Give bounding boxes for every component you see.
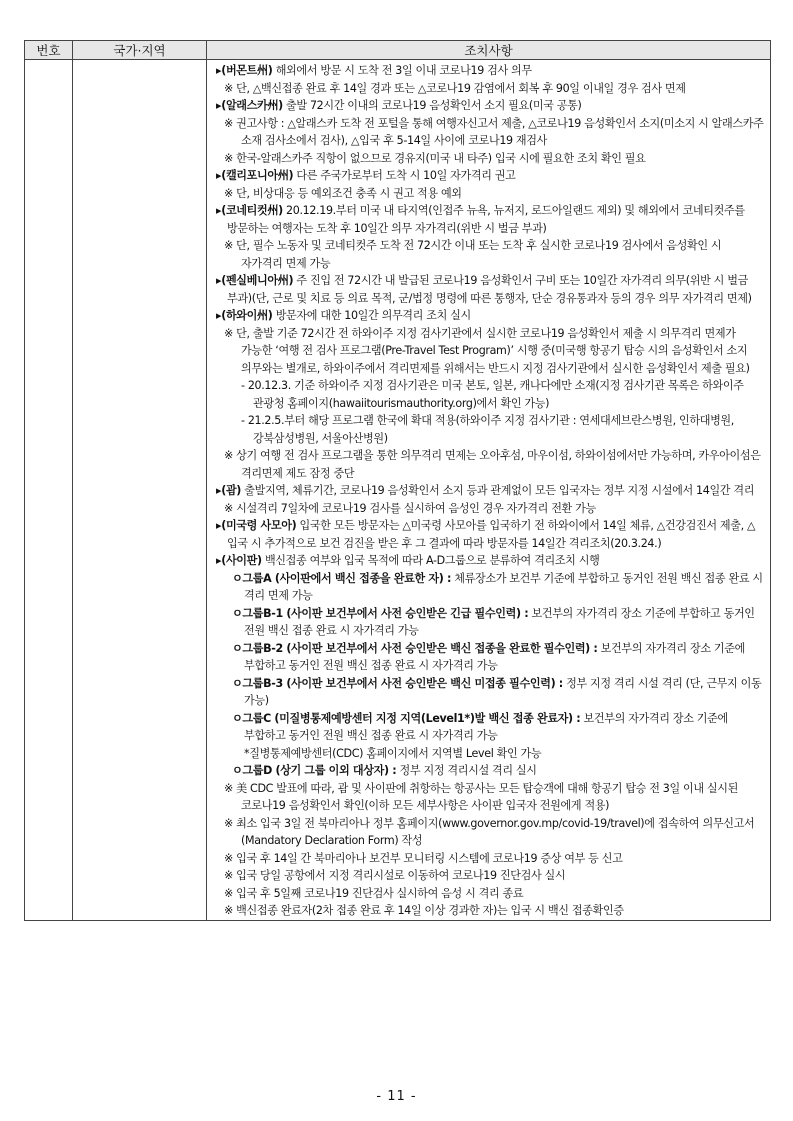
measure-paragraph [216, 447, 764, 482]
measure-text: ※ 입국 후 5일째 코로나19 진단검사 실시하여 음성 시 격리 종료 [224, 886, 524, 900]
measures-content [207, 60, 770, 920]
measure-paragraph [216, 570, 764, 605]
measure-text: ※ 상기 여행 전 검사 프로그램을 통한 의무격리 면제는 오아후섬, 마우이섬, 하와이섬에서만 가능하며, 카우아이섬은 격리면제 제도 잠정 중단 [224, 449, 761, 480]
measure-paragraph [216, 272, 764, 307]
measure-text: ※ 단, 필수 노동자 및 코네티컷주 도착 전 72시간 이내 또는 도착 후 실시한 코로나19 검사에서 음성확인 시 자가격리 면제 가능 [224, 239, 722, 270]
measure-text: ※ 단, △백신접종 완료 후 14일 경과 또는 △코로나19 감염에서 회복 후 90일 이내일 경우 검사 면제 [224, 81, 686, 95]
header-measures: 조치사항 [207, 41, 771, 60]
measure-heading: ▸(하와이州) [216, 309, 273, 322]
measure-text: 보건부의 자가격리 장소 기준에 부합하고 동거인 전원 백신 접종 완료 시 자가격리 가능 [244, 606, 755, 637]
measure-text: ※ 입국 당일 공항에서 지정 격리시설로 이동하여 코로나19 진단검사 실시 [224, 869, 566, 882]
measure-paragraph [216, 517, 764, 552]
measure-heading: ㅇ그룹C (미질병통제예방센터 지정 지역(Level1*)발 백신 접종 완료자) : [232, 711, 581, 725]
measure-paragraph [216, 885, 764, 903]
measure-text: ※ 입국 후 14일 간 북마리아나 보건부 모니터링 시스템에 코로나19 증상 여부 등 신고 [224, 851, 623, 865]
measure-heading: ㅇ그룹B-1 (사이판 보건부에서 사전 승인받은 긴급 필수인력) : [232, 606, 529, 620]
measure-heading: ㅇ그룹B-3 (사이판 보건부에서 사전 승인받은 백신 미접종 필수인력) : [232, 676, 563, 690]
measure-paragraph [216, 500, 764, 518]
measure-paragraph [216, 377, 764, 412]
measure-paragraph [216, 640, 764, 675]
measure-paragraph [216, 307, 764, 325]
measure-text: - 20.12.3. 기준 하와이주 지정 검사기관은 미국 본토, 일본, 캐나다에만 소재(지정 검사기관 목록은 하와이주 관광청 홈페이지(hawaiitourismauthority.org)에서 확인 가능) [241, 379, 744, 410]
measure-paragraph [216, 552, 764, 570]
measure-text: - 21.2.5.부터 해당 프로그램 한국에 확대 적용(하와이주 지정 검사기관 : 연세대세브란스병원, 인하대병원, 강북삼성병원, 서울아산병원) [241, 414, 734, 445]
measure-text: ※ 권고사항 : △알래스카 도착 전 포털을 통해 여행자신고서 제출, △코로나19 음성확인서 소지(미소지 시 알래스카주 소재 검사소에서 검사), △입국 후 5-14일 사이에 코로나19 재검사 [224, 116, 764, 147]
measure-paragraph [216, 762, 764, 780]
measure-text: 20.12.19.부터 미국 내 타지역(인접주 뉴욕, 뉴저지, 로드아일랜드 제외) 및 해외에서 코네티컷주를 방문하는 여행자는 도착 후 10일간 의무 자가격리(위반 시 벌금 부과) [227, 204, 745, 235]
measure-paragraph [216, 850, 764, 868]
measure-heading: ㅇ그룹B-2 (사이판 보건부에서 사전 승인받은 백신 접종을 완료한 필수인력) : [232, 641, 598, 655]
measure-text: ※ 美 CDC 발표에 따라, 괌 및 사이판에 취항하는 항공사는 모든 탑승객에 대해 항공기 탑승 전 3일 이내 실시된 코로나19 음성확인서 확인(이하 모든 세부사항은 사이판 입국자 전원에게 적용) [224, 781, 739, 812]
measure-paragraph [216, 867, 764, 885]
measure-text: 다른 주국가로부터 도착 시 10일 자가격리 권고 [293, 169, 516, 182]
measure-paragraph [216, 150, 764, 168]
cell-measures [207, 60, 771, 921]
measure-paragraph [216, 780, 764, 815]
measure-paragraph [216, 167, 764, 185]
measure-paragraph [216, 605, 764, 640]
measure-text: 출발지역, 체류기간, 코로나19 음성확인서 소지 등과 관계없이 모든 입국자는 정부 지정 시설에서 14일간 격리 [241, 484, 755, 497]
cell-country-region [73, 60, 207, 921]
measure-text: ※ 시설격리 7일차에 코로나19 검사를 실시하여 음성인 경우 자가격리 전환 가능 [224, 501, 596, 515]
measure-paragraph [216, 902, 764, 920]
measure-text: ※ 단, 출발 기준 72시간 전 하와이주 지정 검사기관에서 실시한 코로나19 음성확인서 제출 시 의무격리 면제가 가능한 ‘여행 전 검사 프로그램(Pre-Travel Test Program)’ 시행 중(미국행 항공기 탑승 시의 음성확인서 소지 의무와는 별개로, 하와이주에서 격리면제를 위해서는 반드시 지정 검사기관에서 실시한 음성확인서 제출 필요) [224, 326, 750, 375]
measures-table [24, 40, 771, 921]
measure-text: 보건부의 자가격리 장소 기준에 부합하고 동거인 전원 백신 접종 완료 시 자가격리 가능 [244, 641, 745, 672]
measure-paragraph [216, 675, 764, 710]
measure-text: 백신접종 여부와 입국 목적에 따라 A-D그룹으로 분류하여 격리조치 시행 [261, 554, 600, 567]
measure-text: ※ 한국-알래스카주 직항이 없으므로 경유지(미국 내 타주) 입국 시에 필요한 조치 확인 필요 [224, 151, 646, 165]
measure-heading: ▸(캘리포니아州) [216, 169, 294, 182]
measure-heading: ㅇ그룹A (사이판에서 백신 접종을 완료한 자) : [232, 571, 452, 585]
measure-paragraph [216, 482, 764, 500]
measure-text: 입국한 모든 방문자는 △미국령 사모아를 입국하기 전 하와이에서 14일 체류, △건강검진서 제출, △입국 시 추가적으로 보건 검진을 받은 후 그 결과에 따라 방문자를 14일간 격리조치(20.3.24.) [227, 519, 756, 550]
measure-text: 방문자에 대한 10일간 의무격리 조치 실시 [272, 309, 471, 322]
measure-heading: ▸(버몬트州) [216, 64, 273, 77]
measure-text: 체류장소가 보건부 기준에 부합하고 동거인 전원 백신 접종 완료 시 격리 면제 가능 [244, 571, 763, 602]
page-number: - 11 - [376, 1089, 417, 1104]
measure-text: 정부 지정 격리시설 격리 실시 [396, 764, 537, 777]
header-country-region: 국가·지역 [73, 41, 207, 60]
measure-paragraph [216, 745, 764, 763]
measure-paragraph [216, 412, 764, 447]
measure-text: ※ 백신접종 완료자(2차 접종 완료 후 14일 이상 경과한 자)는 입국 시 백신 접종확인증 [224, 904, 624, 917]
measure-text: 정부 지정 격리 시설 격리 (단, 근무지 이동 가능) [244, 676, 762, 707]
measure-text: 보건부의 자가격리 장소 기준에 부합하고 동거인 전원 백신 접종 완료 시 자가격리 가능 [244, 711, 728, 742]
measure-paragraph [216, 115, 764, 150]
measure-paragraph [216, 815, 764, 850]
measure-paragraph [216, 202, 764, 237]
measure-text: ※ 최소 입국 3일 전 북마리아나 정부 홈페이지(www.governor.gov.mp/covid-19/travel)에 접속하여 의무신고서(Mandatory Declaration Form) 작성 [224, 816, 755, 847]
measure-text: ※ 단, 비상대응 등 예외조건 충족 시 권고 적용 예외 [224, 186, 462, 200]
measure-heading: ▸(알래스카州) [216, 99, 283, 112]
measure-paragraph [216, 97, 764, 115]
measure-heading: ▸(미국령 사모아) [216, 519, 297, 532]
measure-text: 출발 72시간 이내의 코로나19 음성확인서 소지 필요(미국 공통) [282, 99, 582, 112]
measure-text: 해외에서 방문 시 도착 전 3일 이내 코로나19 검사 의무 [272, 64, 532, 77]
measure-paragraph [216, 185, 764, 203]
measure-heading: ▸(사이판) [216, 554, 262, 567]
measure-heading: ▸(괌) [216, 484, 242, 497]
measure-paragraph [216, 710, 764, 745]
measure-paragraph [216, 237, 764, 272]
measure-paragraph [216, 80, 764, 98]
measure-text: 주 진입 전 72시간 내 발급된 코로나19 음성확인서 구비 또는 10일간 자가격리 의무(위반 시 벌금 부과)(단, 근로 및 치료 등 의료 목적, 군/법정 명령에 따른 통행자, 단순 경유통과자 등의 경우 의무 자가격리 면제) [227, 274, 752, 305]
header-number: 번호 [25, 41, 73, 60]
measure-heading: ▸(코네티컷州) [216, 204, 283, 217]
cell-number [25, 60, 73, 921]
measure-text: *질병통제예방센터(CDC) 홈페이지에서 지역별 Level 확인 가능 [244, 746, 542, 760]
measure-paragraph [216, 62, 764, 80]
measure-paragraph [216, 325, 764, 378]
measure-heading: ▸(펜실베니아州) [216, 274, 294, 287]
measure-heading: ㅇ그룹D (상기 그룹 이외 대상자) : [232, 764, 397, 777]
